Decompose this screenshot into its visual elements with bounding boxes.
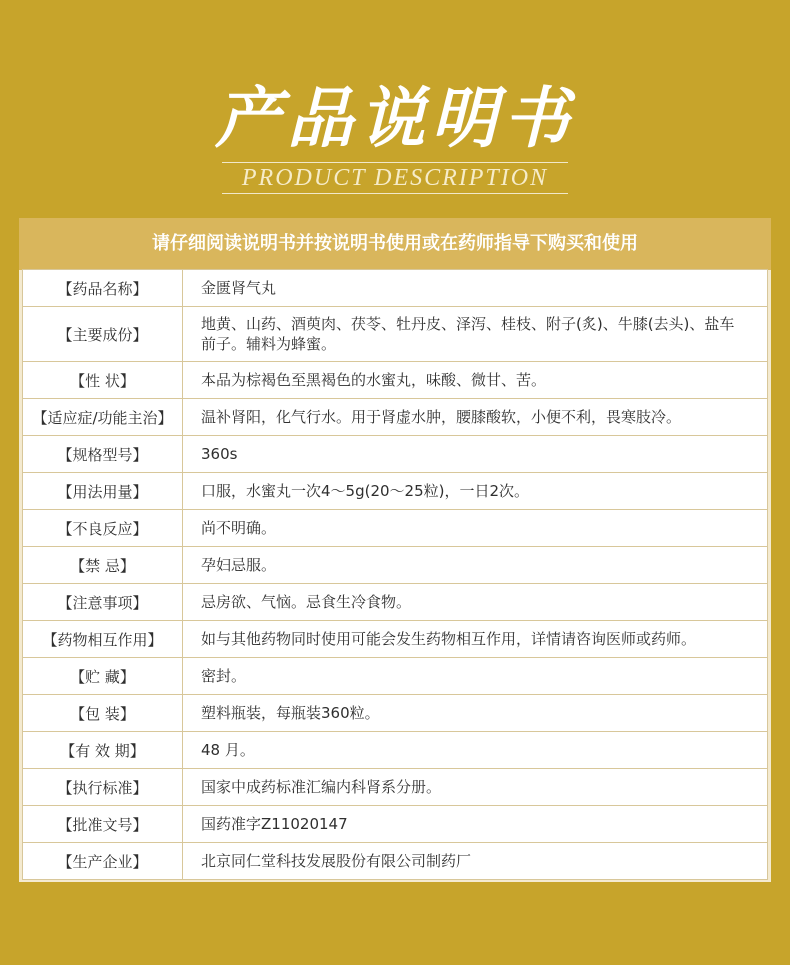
row-label: 【贮 藏】	[23, 658, 183, 695]
row-label: 【包 装】	[23, 695, 183, 732]
table-row	[23, 307, 768, 362]
row-value: 密封。	[183, 658, 768, 695]
title-divider-bottom	[222, 193, 568, 194]
table-row	[23, 547, 768, 584]
page-title: 产品说明书	[215, 79, 575, 157]
table-row	[23, 399, 768, 436]
title-divider-top	[222, 162, 568, 163]
row-value: 忌房欲、气恼。忌食生冷食物。	[183, 584, 768, 621]
notice-banner: 请仔细阅读说明书并按说明书使用或在药师指导下购买和使用	[19, 218, 771, 270]
row-label: 【批准文号】	[23, 806, 183, 843]
table-row	[23, 473, 768, 510]
page-subtitle: PRODUCT DESCRIPTION	[241, 165, 549, 191]
table-row	[23, 732, 768, 769]
row-value: 360s	[183, 436, 768, 473]
table-row	[23, 658, 768, 695]
row-value: 北京同仁堂科技发展股份有限公司制药厂	[183, 843, 768, 880]
row-value: 金匮肾气丸	[183, 270, 768, 307]
row-label: 【不良反应】	[23, 510, 183, 547]
row-label: 【有 效 期】	[23, 732, 183, 769]
row-value: 本品为棕褐色至黑褐色的水蜜丸，味酸、微甘、苦。	[183, 362, 768, 399]
row-value: 国家中成药标准汇编内科肾系分册。	[183, 769, 768, 806]
table-row	[23, 436, 768, 473]
table-row	[23, 843, 768, 880]
row-label: 【生产企业】	[23, 843, 183, 880]
row-label: 【规格型号】	[23, 436, 183, 473]
row-label: 【性 状】	[23, 362, 183, 399]
row-label: 【禁 忌】	[23, 547, 183, 584]
table-row	[23, 695, 768, 732]
row-label: 【用法用量】	[23, 473, 183, 510]
row-value: 如与其他药物同时使用可能会发生药物相互作用，详情请咨询医师或药师。	[183, 621, 768, 658]
description-panel	[19, 218, 771, 882]
row-label: 【适应症/功能主治】	[23, 399, 183, 436]
row-value: 48 月。	[183, 732, 768, 769]
table-row	[23, 621, 768, 658]
row-value: 地黄、山药、酒萸肉、茯苓、牡丹皮、泽泻、桂枝、附子(炙)、牛膝(去头)、盐车前子。辅料为蜂蜜。	[183, 307, 768, 362]
table-row	[23, 806, 768, 843]
table-row	[23, 769, 768, 806]
row-value: 国药准字Z11020147	[183, 806, 768, 843]
row-value: 口服，水蜜丸一次4～5g(20～25粒)，一日2次。	[183, 473, 768, 510]
row-label: 【药物相互作用】	[23, 621, 183, 658]
table-row	[23, 584, 768, 621]
row-value: 塑料瓶装，每瓶装360粒。	[183, 695, 768, 732]
row-value: 尚不明确。	[183, 510, 768, 547]
row-label: 【执行标准】	[23, 769, 183, 806]
row-label: 【药品名称】	[23, 270, 183, 307]
row-label: 【主要成份】	[23, 307, 183, 362]
table-row	[23, 362, 768, 399]
description-table	[22, 269, 768, 880]
row-value: 温补肾阳，化气行水。用于肾虚水肿，腰膝酸软，小便不利，畏寒肢冷。	[183, 399, 768, 436]
table-row	[23, 510, 768, 547]
table-row	[23, 270, 768, 307]
row-value: 孕妇忌服。	[183, 547, 768, 584]
row-label: 【注意事项】	[23, 584, 183, 621]
